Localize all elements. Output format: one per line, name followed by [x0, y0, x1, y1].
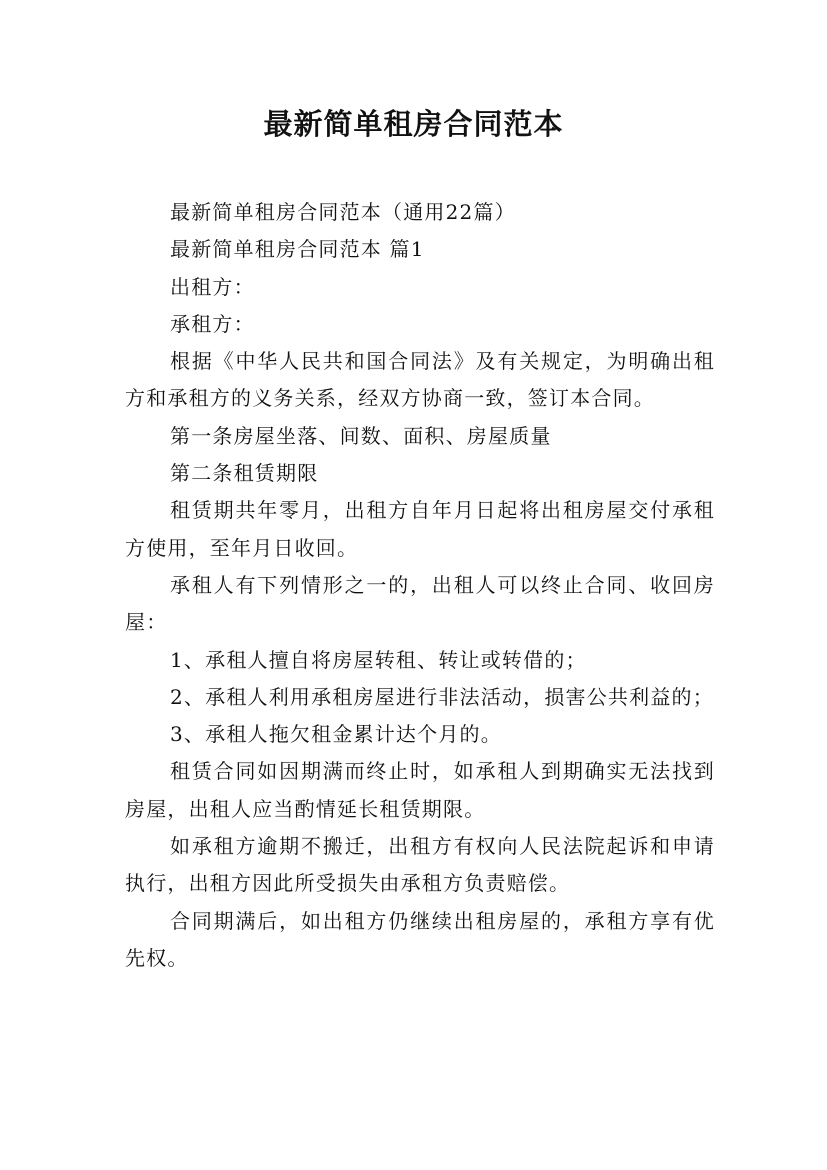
paragraph: 租赁期共年零月，出租方自年月日起将出租房屋交付承租方使用，至年月日收回。 [125, 498, 715, 560]
paragraph: 1、承租人擅自将房屋转租、转让或转借的； [170, 647, 587, 672]
paragraph: 最新简单租房合同范本 篇1 [170, 237, 425, 262]
paragraph: 出租方： [170, 274, 255, 299]
paragraph: 2、承租人利用承租房屋进行非法活动，损害公共利益的； [170, 684, 714, 709]
paragraph: 租赁合同如因期满而终止时，如承租人到期确实无法找到房屋，出租人应当酌情延长租赁期限。 [125, 759, 715, 821]
paragraph: 第二条租赁期限 [170, 461, 319, 486]
document-title: 最新简单租房合同范本 [263, 107, 564, 141]
paragraph: 3、承租人拖欠租金累计达个月的。 [170, 722, 502, 747]
paragraph: 合同期满后，如出租方仍继续出租房屋的，承租方享有优先权。 [125, 908, 715, 970]
paragraph: 最新简单租房合同范本（通用22篇） [170, 200, 516, 224]
paragraph: 第一条房屋坐落、间数、面积、房屋质量 [170, 423, 552, 448]
paragraph: 根据《中华人民共和国合同法》及有关规定，为明确出租方和承租方的义务关系，经双方协商一致，签订本合同。 [125, 349, 715, 411]
document-body [125, 194, 715, 977]
paragraph: 承租方： [170, 311, 255, 336]
paragraph: 承租人有下列情形之一的，出租人可以终止合同、收回房屋： [125, 572, 715, 635]
paragraph: 如承租方逾期不搬迁，出租方有权向人民法院起诉和申请执行，出租方因此所受损失由承租方负责赔偿。 [125, 834, 715, 896]
